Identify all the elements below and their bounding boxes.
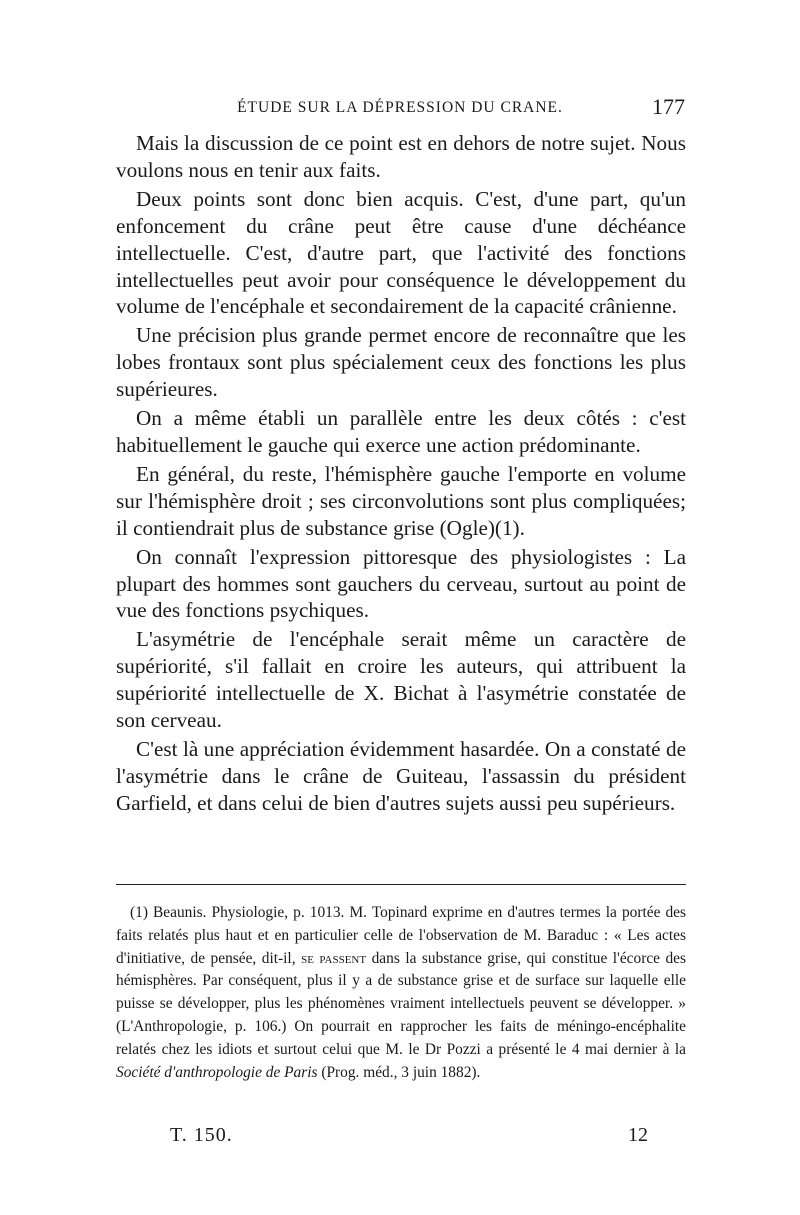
volume-mark: T. 150.	[170, 1124, 233, 1146]
footnote-part: (1) Beaunis. Physiologie, p. 1013. M. Topinard exprime en d'autres termes la portée des faits relatés plus haut et en particulier celle de l'observation de M. Baraduc : « Les actes d'initiative, de pensée, dit-il,	[116, 904, 686, 967]
running-title: ÉTUDE SUR LA DÉPRESSION DU CRANE.	[237, 99, 563, 116]
paragraph: On a même établi un parallèle entre les deux côtés : c'est habituellement le gauche qui exerce une action prédominante.	[116, 406, 686, 457]
paragraph: Une précision plus grande permet encore de reconnaître que les lobes frontaux sont plus spécialement ceux des fonctions les plus supérieures.	[116, 323, 686, 402]
page-number: 177	[652, 94, 685, 119]
running-header	[115, 94, 685, 122]
footnote-italic: Société d'anthropologie de Paris	[116, 1063, 318, 1081]
paragraph: Deux points sont donc bien acquis. C'est, d'une part, qu'un enfoncement du crâne peut être cause d'une déchéance intellectuelle. C'est, d'autre part, que l'activité des fonctions intellectuelles peut avoir pour conséquence le développement du volume de l'encéphale et secondairement de la capacité crânienne.	[116, 186, 686, 319]
paragraph: En général, du reste, l'hémisphère gauche l'emporte en volume sur l'hémisphère droit ; ses circonvolutions sont plus compliquées; il contiendrait plus de substance grise (Ogle)(1).	[116, 461, 686, 540]
main-text	[116, 130, 686, 817]
gathering-number: 12	[628, 1124, 648, 1146]
paragraph: C'est là une appréciation évidemment hasardée. On a constaté de l'asymétrie dans le crâne de Guiteau, l'assassin du président Garfield, et dans celui de bien d'autres sujets aussi peu supérieurs.	[116, 736, 686, 815]
paragraph: Mais la discussion de ce point est en dehors de notre sujet. Nous voulons nous en tenir aux faits.	[116, 131, 686, 182]
footnote	[116, 902, 686, 1084]
footnote-smallcaps: se passent	[301, 949, 367, 967]
paragraph: L'asymétrie de l'encéphale serait même un caractère de supériorité, s'il fallait en croire les auteurs, qui attribuent la supériorité intellectuelle de X. Bichat à l'asymétrie constatée de son cerveau.	[116, 627, 686, 733]
footnote-divider	[116, 884, 686, 885]
footnote-text	[116, 902, 686, 1084]
signature-line	[116, 1124, 686, 1156]
paragraph: On connaît l'expression pittoresque des physiologistes : La plupart des hommes sont gauchers du cerveau, surtout au point de vue des fonctions psychiques.	[116, 544, 686, 623]
footnote-part: dans la substance grise, qui constitue l'écorce des hémisphères. Par conséquent, plus il y a de substance grise et de surface sur laquelle elle puisse se développer, plus les phénomènes vraiment intellectuels peuvent se développer. » (L'Anthropologie, p. 106.) On pourrait en rapprocher les faits de méningo-encéphalite relatés chez les idiots et surtout celui que M. le Dr Pozzi a présenté le 4 mai dernier à la	[116, 949, 686, 1058]
footnote-part: (Prog. méd., 3 juin 1882).	[321, 1063, 481, 1081]
